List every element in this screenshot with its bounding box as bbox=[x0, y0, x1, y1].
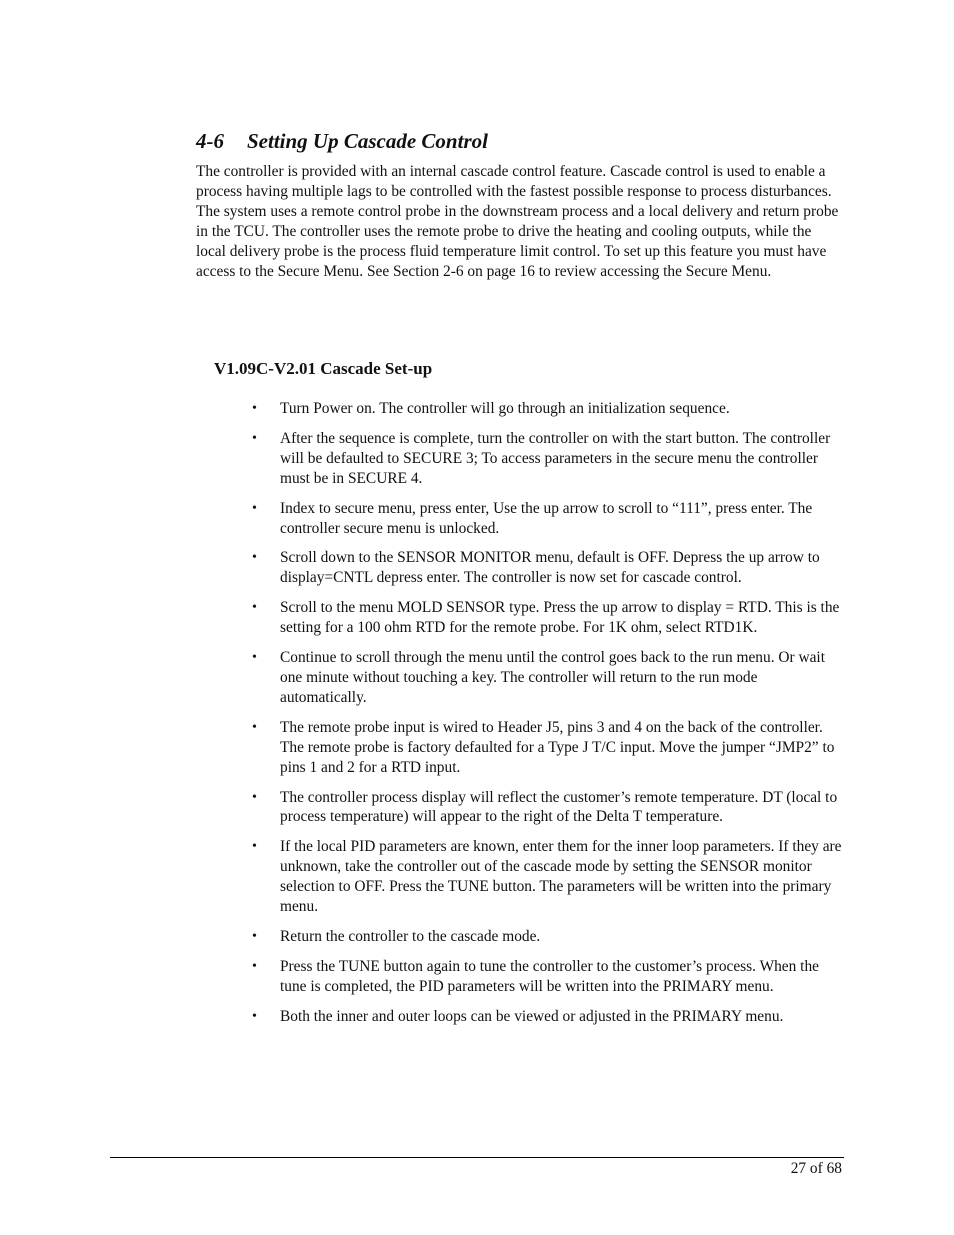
bullet-icon: • bbox=[252, 550, 257, 566]
setup-step-text: Both the inner and outer loops can be viewed or adjusted in the PRIMARY menu. bbox=[280, 1007, 784, 1025]
bullet-icon: • bbox=[252, 789, 257, 805]
setup-step-text: Scroll to the menu MOLD SENSOR type. Press the up arrow to display = RTD. This is the setting for a 100 ohm RTD for the remote probe. For 1K ohm, select RTD1K. bbox=[280, 599, 840, 637]
setup-step bbox=[252, 957, 844, 997]
bullet-icon: • bbox=[252, 600, 257, 616]
section-title: Setting Up Cascade Control bbox=[247, 129, 488, 153]
setup-step bbox=[252, 598, 844, 638]
setup-step-text: Turn Power on. The controller will go through an initialization sequence. bbox=[280, 400, 730, 417]
setup-step bbox=[252, 788, 844, 828]
setup-step bbox=[252, 429, 844, 489]
setup-step-text: After the sequence is complete, turn the controller on with the start button. The controller will be defaulted to SECURE 3; To access parameters in the secure menu the controller must be in SECURE 4. bbox=[280, 429, 831, 487]
section-heading bbox=[196, 128, 488, 154]
bullet-icon: • bbox=[252, 928, 257, 944]
setup-step-text: Scroll down to the SENSOR MONITOR menu, default is OFF. Depress the up arrow to display=CNTL depress enter. The controller is now set for cascade control. bbox=[280, 549, 820, 587]
setup-steps-list bbox=[252, 399, 844, 1037]
setup-step-text: If the local PID parameters are known, enter them for the inner loop parameters. If they are unknown, take the controller out of the cascade mode by setting the SENSOR monitor selection to OFF. Press the TUNE button. The parameters will be written into the primary menu. bbox=[280, 838, 842, 916]
setup-step-text: The remote probe input is wired to Header J5, pins 3 and 4 on the back of the controller. The remote probe is factory defaulted for a Type J T/C input. Move the jumper “JMP2” to pins 1 and 2 for a RTD input. bbox=[280, 718, 835, 776]
setup-step bbox=[252, 499, 844, 539]
setup-step-text: The controller process display will reflect the customer’s remote temperature. DT (local to process temperature) will appear to the right of the Delta T temperature. bbox=[280, 788, 838, 826]
setup-step bbox=[252, 548, 844, 588]
bullet-icon: • bbox=[252, 650, 257, 666]
setup-step bbox=[252, 648, 844, 708]
setup-step-text: Return the controller to the cascade mode. bbox=[280, 927, 541, 945]
footer-divider bbox=[110, 1157, 844, 1158]
setup-step bbox=[252, 927, 844, 947]
bullet-icon: • bbox=[252, 401, 257, 416]
setup-step bbox=[252, 718, 844, 778]
page-number: 27 of 68 bbox=[790, 1160, 842, 1177]
bullet-icon: • bbox=[252, 1008, 257, 1024]
intro-paragraph: The controller is provided with an internal cascade control feature. Cascade control is used to enable a process having multiple lags to be controlled with the fastest possible response to process disturbances. The system uses a remote control probe in the downstream process and a local delivery and return probe in the TCU. The controller uses the remote probe to drive the heating and cooling outputs, while the local delivery probe is the process fluid temperature limit control. To set up this feature you must have access to the Secure Menu. See Section 2-6 on page 16 to review accessing the Secure Menu. bbox=[196, 163, 839, 280]
bullet-icon: • bbox=[252, 430, 257, 446]
setup-step bbox=[252, 1007, 844, 1027]
bullet-icon: • bbox=[252, 958, 257, 974]
bullet-icon: • bbox=[252, 719, 257, 735]
setup-step-text: Press the TUNE button again to tune the controller to the customer’s process. When the tune is completed, the PID parameters will be written into the PRIMARY menu. bbox=[280, 957, 819, 995]
section-number: 4-6 bbox=[196, 129, 224, 153]
setup-step-text: Continue to scroll through the menu until the control goes back to the run menu. Or wait one minute without touching a key. The controller will return to the run mode automatically. bbox=[280, 649, 825, 706]
setup-step-text: Index to secure menu, press enter, Use the up arrow to scroll to “111”, press enter. The controller secure menu is unlocked. bbox=[280, 499, 813, 537]
setup-step bbox=[252, 399, 844, 419]
setup-step bbox=[252, 837, 844, 917]
bullet-icon: • bbox=[252, 500, 257, 516]
subsection-heading: V1.09C-V2.01 Cascade Set-up bbox=[214, 359, 433, 378]
bullet-icon: • bbox=[252, 839, 257, 855]
